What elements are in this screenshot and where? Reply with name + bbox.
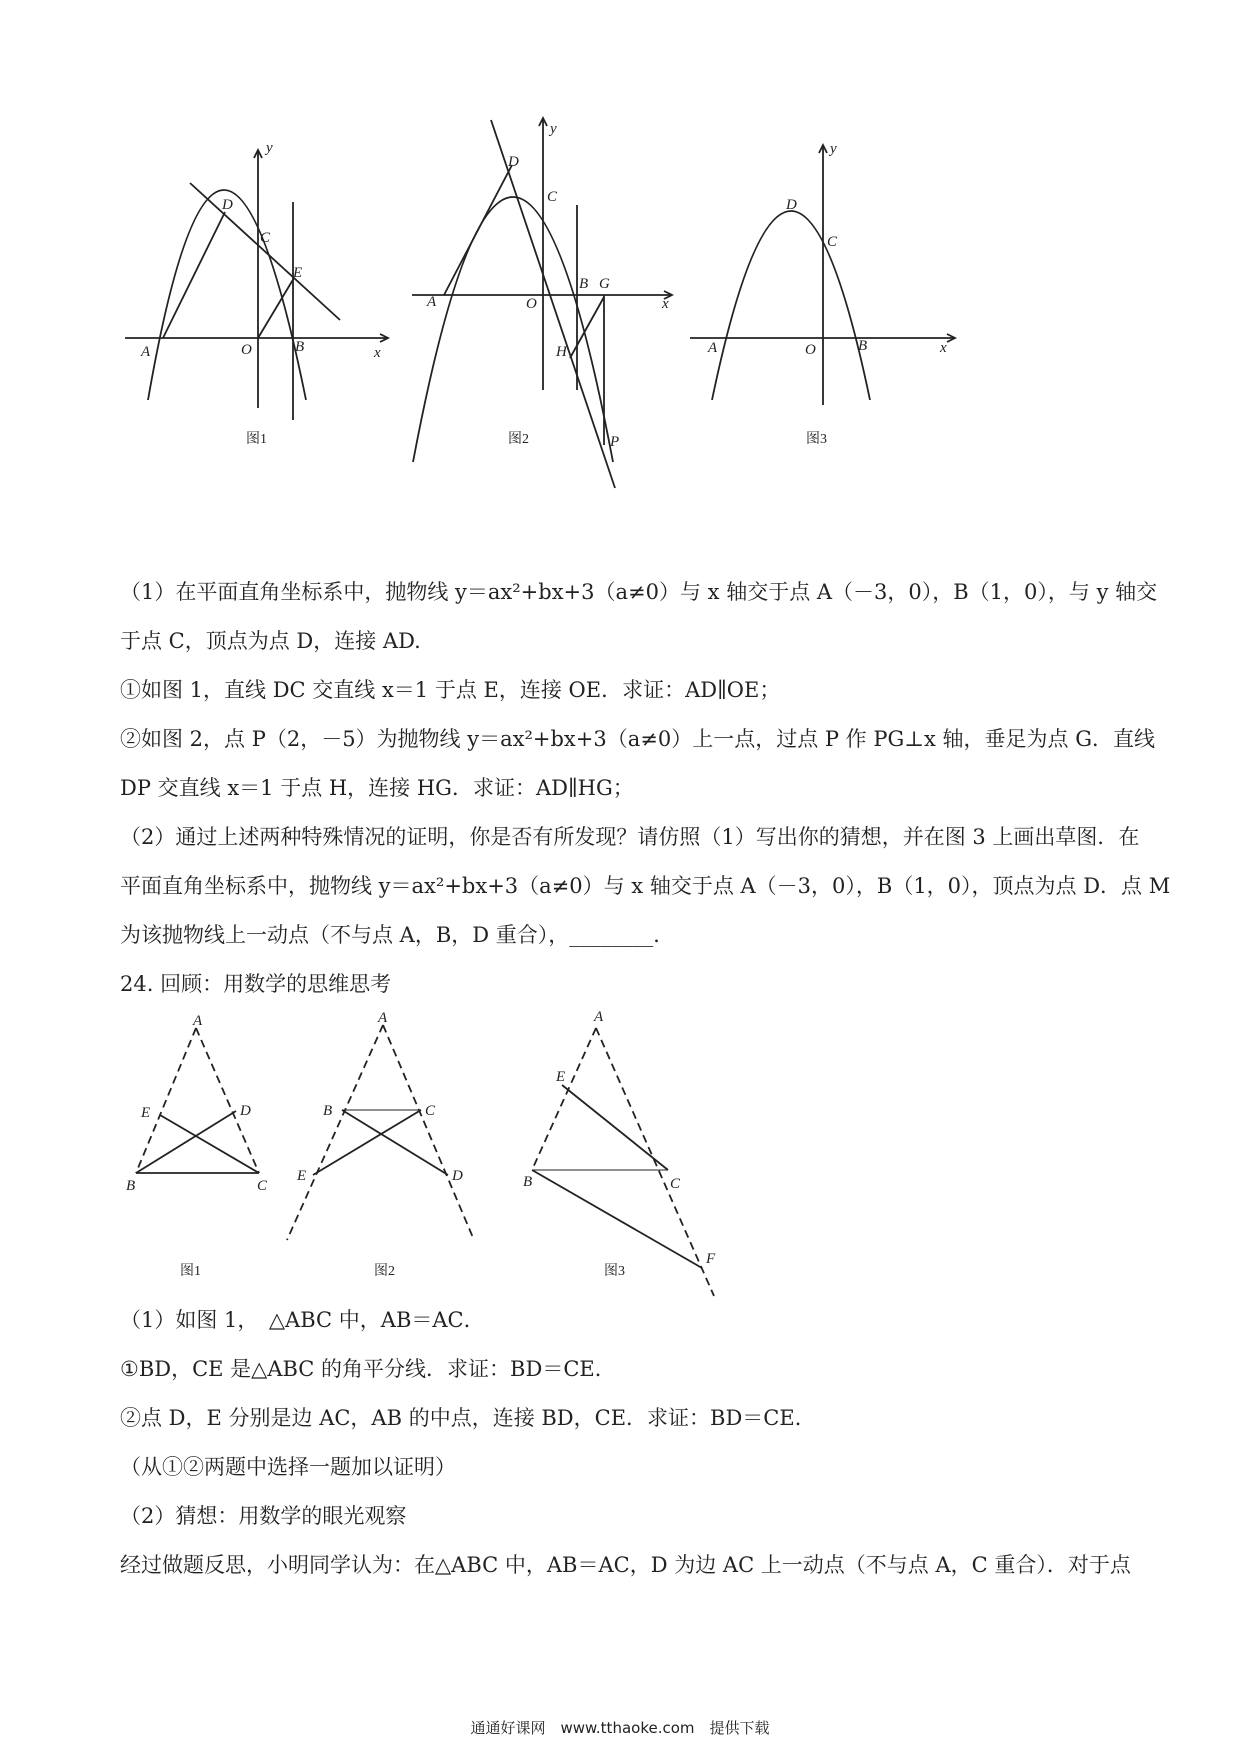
fig2-caption: 图2 <box>508 432 529 447</box>
fig1-label-B: B <box>295 339 305 355</box>
parabola-figures <box>0 0 1240 500</box>
figure-2-triangle <box>287 1010 474 1279</box>
fig2-label-x: x <box>662 296 669 312</box>
problem-24-line-4: （从①②两题中选择一题加以证明） <box>120 1455 456 1479</box>
t2-caption: 图2 <box>374 1264 395 1279</box>
problem-23-line-4: ②如图 2，点 P（2，－5）为抛物线 y＝ax²+bx+3（a≠0）上一点，过点 P 作 PG⊥x 轴，垂足为点 G．直线 <box>120 727 1155 751</box>
t1-caption: 图1 <box>180 1264 201 1279</box>
fig1-label-D: D <box>222 197 233 213</box>
problem-24-text <box>120 1296 1130 1590</box>
figure-3-parabola <box>690 141 955 447</box>
fig2-label-C: C <box>547 189 558 205</box>
page-footer: 通通好课网 www.tthaoke.com 提供下载 <box>470 1719 770 1737</box>
t1-label-D: D <box>240 1103 251 1119</box>
problem-23-line-1: （1）在平面直角坐标系中，抛物线 y＝ax²+bx+3（a≠0）与 x 轴交于点 A（－3，0），B（1，0），与 y 轴交 <box>120 580 1158 604</box>
fig3-label-x: x <box>940 340 947 356</box>
fig3-caption: 图3 <box>806 432 827 447</box>
fig1-label-A: A <box>141 344 151 360</box>
figure-1-triangle <box>126 1013 268 1279</box>
t2-label-D: D <box>452 1168 463 1184</box>
problem-24-title: 24. 回顾：用数学的思维思考 <box>120 972 392 996</box>
figure-1-parabola <box>125 140 388 447</box>
fig2-label-G: G <box>599 276 610 292</box>
t1-label-B: B <box>126 1178 136 1194</box>
fig3-label-D: D <box>786 197 797 213</box>
fig1-label-y: y <box>266 140 273 156</box>
fig2-label-A: A <box>427 294 437 310</box>
problem-24-line-6: 经过做题反思，小明同学认为：在△ABC 中，AB＝AC，D 为边 AC 上一动点（不与点 A，C 重合）．对于点 <box>120 1553 1131 1577</box>
fig1-caption: 图1 <box>246 432 267 447</box>
t3-label-A: A <box>594 1009 604 1025</box>
problem-24-line-2: ①BD，CE 是△ABC 的角平分线．求证：BD＝CE． <box>120 1357 616 1381</box>
t3-label-C: C <box>670 1176 681 1192</box>
fig2-label-H: H <box>556 344 567 360</box>
problem-24-line-3: ②点 D，E 分别是边 AC，AB 的中点，连接 BD，CE．求证：BD＝CE． <box>120 1406 816 1430</box>
t3-label-E: E <box>556 1069 566 1085</box>
problem-24-line-1: （1）如图 1， △ABC 中，AB＝AC． <box>120 1308 485 1332</box>
t3-label-B: B <box>523 1174 533 1190</box>
problem-24-line-5: （2）猜想：用数学的眼光观察 <box>120 1504 407 1528</box>
fig1-label-O: O <box>241 342 252 358</box>
fig3-label-A: A <box>708 340 718 356</box>
t3-caption: 图3 <box>604 1264 625 1279</box>
fig2-label-O: O <box>526 296 537 312</box>
fig2-label-y: y <box>550 121 557 137</box>
fig1-label-E: E <box>293 265 303 281</box>
problem-23-text <box>120 568 1171 1009</box>
t2-label-E: E <box>297 1168 307 1184</box>
fig1-label-C: C <box>260 230 271 246</box>
problem-23-line-7: 平面直角坐标系中，抛物线 y＝ax²+bx+3（a≠0）与 x 轴交于点 A（－3，0），B（1，0），顶点为点 D．点 M <box>120 874 1171 898</box>
fig3-label-B: B <box>858 338 868 354</box>
figure-3-triangle <box>523 1009 716 1296</box>
figure-2-parabola <box>412 118 672 488</box>
fig1-label-x: x <box>374 345 381 361</box>
fig2-label-B: B <box>579 276 589 292</box>
problem-23-line-3: ①如图 1，直线 DC 交直线 x＝1 于点 E，连接 OE．求证：AD∥OE； <box>120 678 781 702</box>
t2-label-C: C <box>425 1103 436 1119</box>
problem-23-line-2: 于点 C，顶点为点 D，连接 AD. <box>120 629 421 653</box>
t2-label-A: A <box>378 1010 388 1026</box>
problem-23-line-6: （2）通过上述两种特殊情况的证明，你是否有所发现？请仿照（1）写出你的猜想，并在图 3 上画出草图．在 <box>120 825 1140 849</box>
t1-label-E: E <box>141 1105 151 1121</box>
problem-23-line-5: DP 交直线 x＝1 于点 H，连接 HG．求证：AD∥HG； <box>120 776 634 800</box>
t3-label-F: F <box>706 1251 716 1267</box>
fig3-label-O: O <box>805 342 816 358</box>
t2-label-B: B <box>323 1103 333 1119</box>
fig3-label-y: y <box>830 141 837 157</box>
problem-23-line-8: 为该抛物线上一动点（不与点 A，B，D 重合），________． <box>120 923 675 947</box>
fig2-label-D: D <box>508 154 519 170</box>
fig3-label-C: C <box>827 234 838 250</box>
t1-label-A: A <box>193 1013 203 1029</box>
t1-label-C: C <box>257 1178 268 1194</box>
fig2-label-P: P <box>610 434 620 450</box>
